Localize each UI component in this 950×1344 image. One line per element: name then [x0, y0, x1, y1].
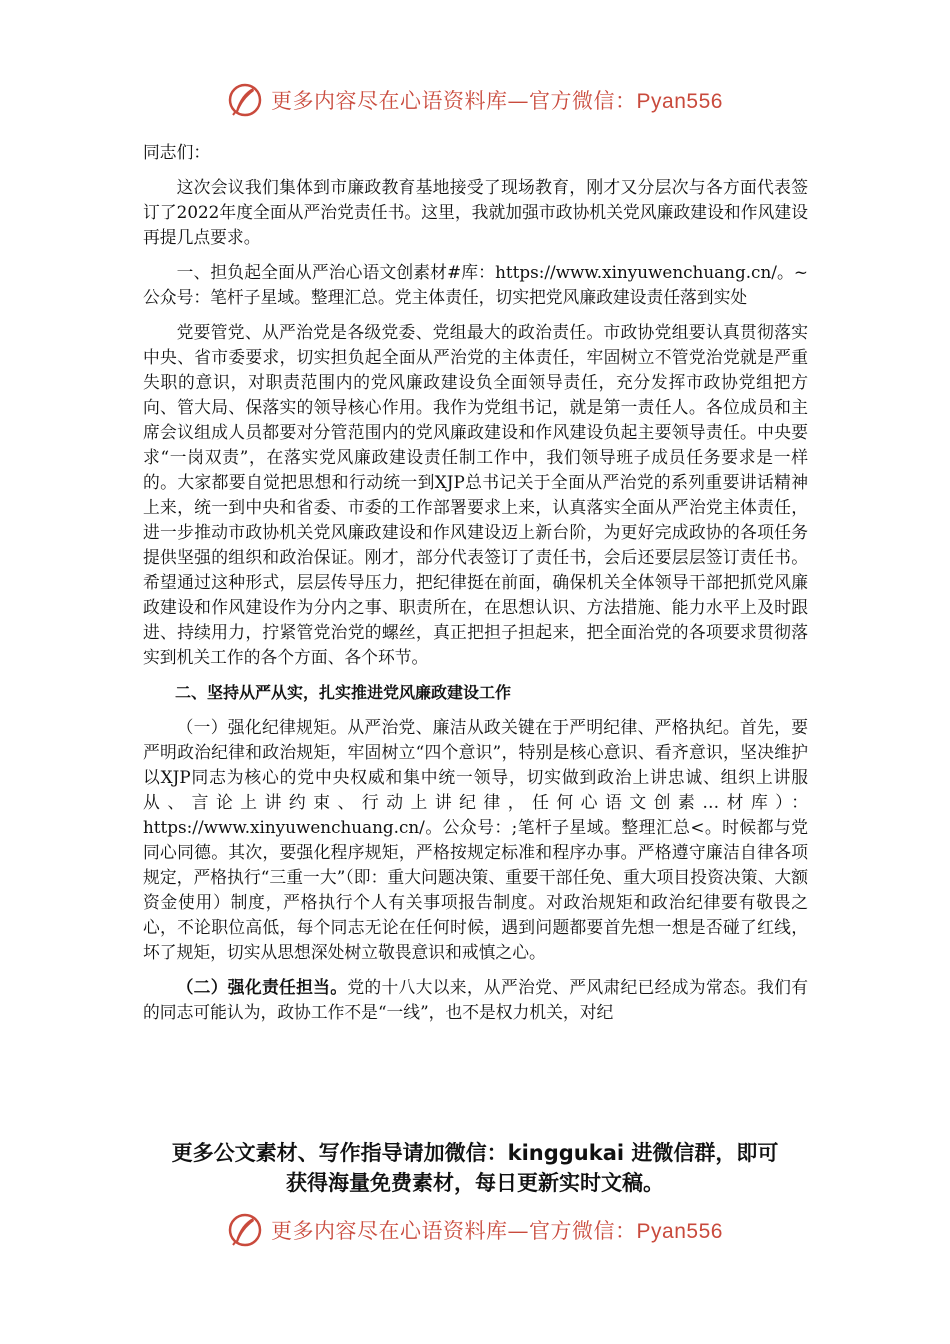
document-body [143, 140, 808, 1035]
footer-banner-text: 更多内容尽在心语资料库—官方微信：Pyan556 [271, 1219, 723, 1243]
quill-pen-logo-icon [227, 82, 263, 118]
header-banner-text: 更多内容尽在心语资料库—官方微信：Pyan556 [271, 89, 723, 113]
promo-line-2: 获得海量免费素材，每日更新实时文稿。 [286, 1171, 664, 1195]
quill-pen-logo-icon [227, 1212, 263, 1248]
section-1-heading: 一、担负起全面从严治心语文创素材#库：https://www.xinyuwenchuang.cn/。~公众号：笔杆子星域。整理汇总。党主体责任，切实把党风廉政建设责任落到实处 [143, 262, 808, 307]
footer-wechat-id: Pyan556 [636, 1220, 723, 1243]
section-1-body: 党要管党、从严治党是各级党委、党组最大的政治责任。市政协党组要认真贯彻落实中央、省市委要求，切实担负起全面从严治党的主体责任，牢固树立不管党治党就是严重失职的意识，对职责范围内的党风廉政建设负全面领导责任，充分发挥市政协党组把方向、管大局、保落实的领导核心作用。我作为党组书记，就是第一责任人。各位成员和主席会议组成人员都要对分管范围内的党风廉政建设和作风建设负起主要领导责任。中央要求“一岗双责”，在落实党风廉政建设责任制工作中，我们领导班子成员任务要求是一样的。大家都要自觉把思想和行动统一到XJP总书记关于全面从严治党的系列重要讲话精神上来，统一到中央和省委、市委的工作部署要求上来，认真落实全面从严治党主体责任，进一步推动市政协机关党风廉政建设和作风建设迈上新台阶，为更好完成政协的各项任务提供坚强的组织和政治保证。刚才，部分代表签订了责任书，会后还要层层签订责任书。希望通过这种形式，层层传导压力，把纪律挺在前面，确保机关全体领导干部把抓党风廉政建设和作风建设作为分内之事、职责所在，在思想认识、方法措施、能力水平上及时跟进、持续用力，拧紧管党治党的螺丝，真正把担子担起来，把全面治党的各项要求贯彻落实到机关工作的各个方面、各个环节。 [143, 322, 808, 667]
promo-notice [0, 1138, 950, 1198]
header-wechat-id: Pyan556 [636, 90, 723, 113]
intro-paragraph: 这次会议我们集体到市廉政教育基地接受了现场教育，刚才又分层次与各方面代表签订了2022年度全面从严治党责任书。这里，我就加强市政协机关党风廉政建设和作风建设再提几点要求。 [143, 177, 808, 247]
greeting: 同志们： [143, 142, 211, 162]
section-2-sub-2 [143, 975, 808, 1025]
header-banner [0, 82, 950, 118]
footer-banner [0, 1212, 950, 1248]
section-2-heading: 二、坚持从严从实，扎实推进党风廉政建设工作 [175, 683, 512, 702]
promo-line-1: 更多公文素材、写作指导请加微信：kinggukai 进微信群，即可 [171, 1141, 779, 1165]
section-2-sub-1: （一）强化纪律规矩。从严治党、廉洁从政关键在于严明纪律、严格执纪。首先，要严明政治纪律和政治规矩，牢固树立“四个意识”，特别是核心意识、看齐意识，坚决维护以XJP同志为核心的党中央权威和集中统一领导，切实做到政治上讲忠诚、组织上讲服从、言论上讲约束、行动上讲纪律，任何心语文创素…材库）：https://www.xinyuwenchuang.cn/。公众号：;笔杆子星域。整理汇总<。时候都与党同心同德。其次，要强化程序规矩，严格按规定标准和程序办事。严格遵守廉洁自律各项规定，严格执行“三重一大”（即：重大问题决策、重要干部任免、重大项目投资决策、大额资金使用）制度，严格执行个人有关事项报告制度。对政治规矩和政治纪律要有敬畏之心，不论职位高低，每个同志无论在任何时候，遇到问题都要首先想一想是否碰了红线，坏了规矩，切实从思想深处树立敬畏意识和戒慎之心。 [143, 717, 808, 962]
section-2-sub-2-lead: （二）强化责任担当。 [176, 977, 348, 997]
section-2-sub-2-body: 党的十八大以来，从严治党、严风肃纪已经成为常态。我们有的同志可能认为，政协工作不是“一线”，也不是权力机关，对纪 [143, 977, 808, 1022]
